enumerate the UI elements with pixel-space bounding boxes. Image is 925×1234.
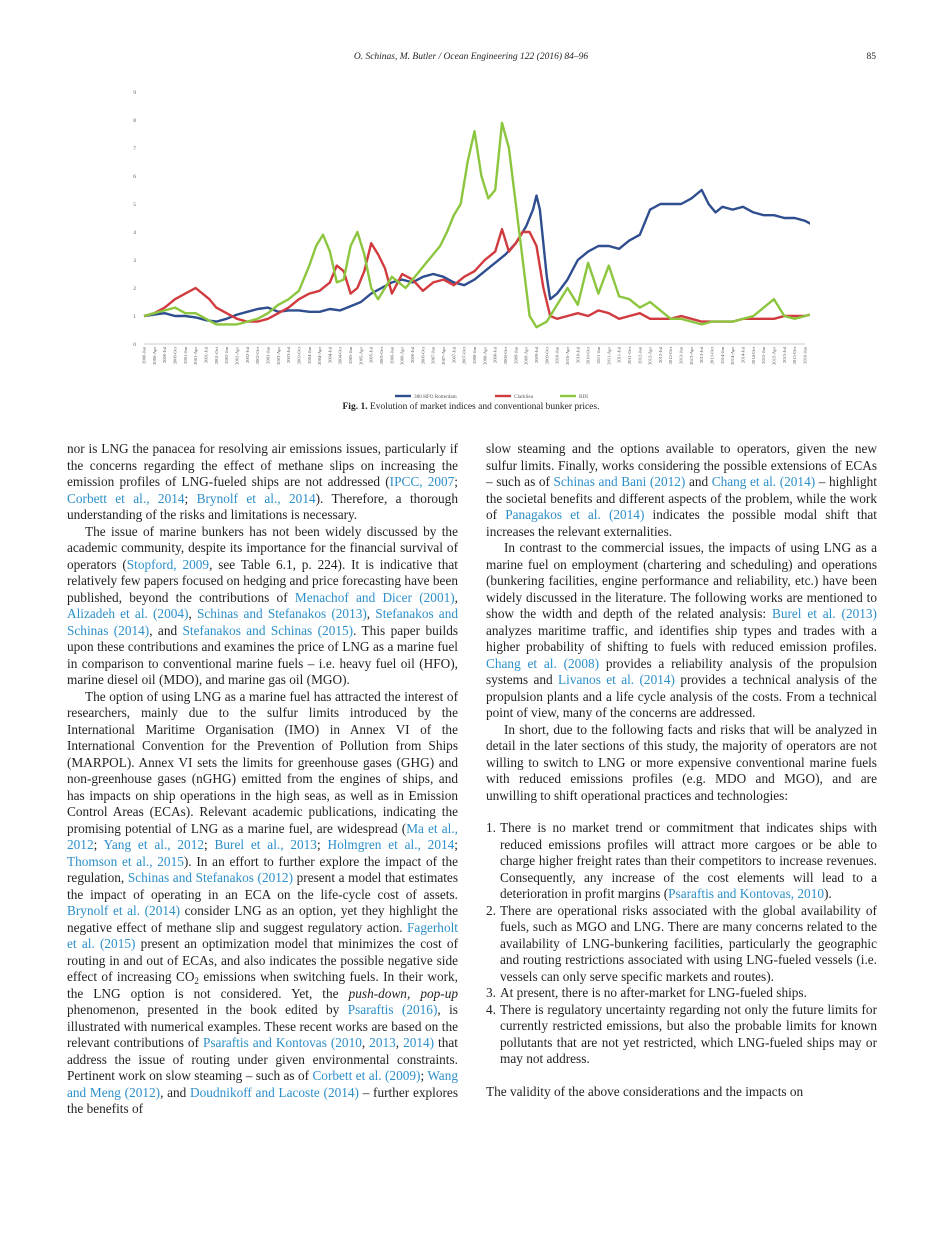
right-column xyxy=(486,441,877,1100)
x-tick-label: 2004-Jan xyxy=(306,347,312,364)
italic-phrase: push-down, pop-up xyxy=(348,985,458,1001)
paragraph: In short, due to the following facts and risks that will be analyzed in detail in the later sections of this study, the majority of operators are not willing to switch to LNG or more expensive conventional marine fuels with reduced emissions profiles (e.g. MDO and MGO), and are unwilling to shift operational practices and technologies: xyxy=(486,721,877,803)
x-tick-label: 2005-Jan xyxy=(348,347,354,364)
x-tick-label: 2004-Apr xyxy=(317,347,323,365)
x-tick-label: 2001-Jul xyxy=(203,347,209,364)
citation-link[interactable]: Psaraftis and Kontovas (2010 xyxy=(202,1035,362,1050)
x-tick-label: 2011-Oct xyxy=(626,347,632,365)
x-tick-label: 2002-Apr xyxy=(234,347,240,365)
y-tick-label: 2 xyxy=(133,286,136,292)
x-tick-label: 2012-Jan xyxy=(637,347,643,364)
x-tick-label: 2009-Apr xyxy=(523,347,529,365)
list-number: 1. xyxy=(486,820,496,835)
citation-link[interactable]: Psaraftis (2016) xyxy=(347,1002,438,1017)
x-tick-label: 2003-Jan xyxy=(265,347,271,364)
citation-link[interactable]: Stopford, 2009 xyxy=(126,556,210,572)
x-tick-label: 2001-Oct xyxy=(213,347,219,365)
figure-caption-text: Evolution of market indices and conventional bunker prices. xyxy=(369,402,600,412)
citation-link[interactable]: Panagakos et al. (2014) xyxy=(505,507,645,522)
x-tick-label: 2015-Jul xyxy=(781,347,787,364)
list-number: 3. xyxy=(486,985,496,1000)
x-tick-label: 2009-Jul xyxy=(533,347,539,364)
left-column xyxy=(67,441,458,1118)
x-tick-label: 2000-Oct xyxy=(172,347,178,365)
paragraph: In contrast to the commercial issues, the impacts of using LNG as a marine fuel on employment (chartering and scheduling) and operations (bunkering facilities, engine performance and reliability, etc.) have been widely discussed in the literature. The following works are mentioned to show the width and depth of the related analysis: Burel et al. (2013) analyzes maritime traffic, and identifies ship types and trades with a higher probability of shifting to fuels with reduced emission profiles. Chang et al. (2008) provides a reliability analysis of the propulsion systems and Livanos et al. (2014) provides a technical analysis of the propulsion plants and a life cycle analysis of the costs. From a technical point of view, many of the concerns are addressed. xyxy=(486,540,878,720)
x-tick-label: 2002-Jan xyxy=(224,347,230,364)
paragraph: nor is LNG the panacea for resolving air emissions issues, particularly if the concerns regarding the effect of methane slips on increasing the emission profiles of LNG-fueled ships are not addressed (IPCC, 2007; Corbett et al., 2014; Brynolf et al., 2014). Therefore, a thorough understanding of the risks and limitations is necessary. xyxy=(67,441,458,522)
x-tick-label: 2006-Apr xyxy=(399,347,405,365)
legend-label: ClarkSea xyxy=(514,394,534,400)
x-tick-label: 2006-Jan xyxy=(389,347,395,364)
citation-link[interactable]: Schinas and Stefanakos (2013) xyxy=(196,606,367,621)
citation-link[interactable]: Fagerholt et al. (2015) xyxy=(67,919,458,951)
x-tick-label: 2005-Jul xyxy=(368,347,374,364)
x-tick-label: 2000-Jan xyxy=(141,347,147,364)
x-tick-label: 2014-Jan xyxy=(719,347,725,364)
x-tick-label: 2008-Jul xyxy=(492,347,498,364)
x-tick-label: 2000-Jul xyxy=(162,347,168,364)
x-tick-label: 2015-Jan xyxy=(761,347,767,364)
y-tick-label: 1 xyxy=(133,314,136,320)
x-tick-label: 2016-Jan xyxy=(802,347,808,364)
x-tick-label: 2010-Jan xyxy=(554,347,560,364)
x-tick-label: 2008-Jan xyxy=(472,347,477,364)
x-tick-label: 2002-Oct xyxy=(255,347,261,365)
citation-link[interactable]: Stefanakos and Schinas (2014) xyxy=(67,606,458,638)
x-tick-label: 2013-Oct xyxy=(709,347,715,365)
x-tick-label: 2015-Oct xyxy=(792,347,798,365)
paragraph: The issue of marine bunkers has not been widely discussed by the academic community, despite its importance for the financial survival of operators (Stopford, 2009, see Table 6.1, p. 224). It is indicative that relatively few papers focused on hedging and price forecasting have been published, beyond the contributions of Menachof and Dicer (2001), Alizadeh et al. (2004), Schinas and Stefanakos (2013), Stefanakos and Schinas (2014), and Stefanakos and Schinas (2015). This paper builds upon these contributions and examines the price of LNG as a marine fuel in comparison to conventional marine fuels – i.e. heavy fuel oil (HFO), marine diesel oil (MDO), and marine gas oil (MGO). xyxy=(67,523,459,687)
legend-label: 380 HFO Rotterdam xyxy=(414,394,457,400)
citation-link[interactable]: Corbett et al. (2009) xyxy=(312,1068,421,1083)
series-line xyxy=(144,190,810,322)
citation-link[interactable]: Alizadeh et al. (2004) xyxy=(67,606,189,621)
citation-link[interactable]: Corbett et al., 2014 xyxy=(67,490,185,506)
citation-link[interactable]: Chang et al. (2014) xyxy=(711,474,816,489)
list-number: 2. xyxy=(486,902,496,918)
x-tick-label: 2002-Jul xyxy=(244,347,250,364)
x-tick-label: 2000-Apr xyxy=(151,347,157,365)
x-tick-label: 2009-Jan xyxy=(513,347,519,364)
y-tick-label: 5 xyxy=(133,202,136,208)
citation-link[interactable]: Psaraftis and Kontovas, 2010 xyxy=(668,886,824,901)
x-tick-label: 2010-Oct xyxy=(585,347,591,365)
x-tick-label: 2014-Jul xyxy=(740,347,746,364)
series-line xyxy=(144,123,810,336)
citation-link[interactable]: Brynolf et al. (2014) xyxy=(67,903,181,918)
x-tick-label: 2009-Oct xyxy=(544,347,550,365)
x-tick-label: 2013-Apr xyxy=(688,347,694,365)
figure-label: Fig. 1. xyxy=(342,402,368,412)
x-tick-label: 2010-Jul xyxy=(575,347,581,364)
citation-link[interactable]: 2014) xyxy=(403,1035,435,1050)
citation-link[interactable]: Chang et al. (2008) xyxy=(486,655,600,671)
citation-link[interactable]: 2013 xyxy=(369,1035,396,1050)
citation-link[interactable]: Holmgren et al., 2014 xyxy=(327,837,455,852)
x-tick-label: 2013-Jan xyxy=(678,347,684,364)
citation-link[interactable]: Brynolf et al., 2014 xyxy=(196,490,316,506)
x-tick-label: 2005-Apr xyxy=(358,347,364,365)
journal-reference: O. Schinas, M. Butler / Ocean Engineering 122 (2016) 84–96 xyxy=(353,52,589,62)
x-tick-label: 2004-Jul xyxy=(327,347,333,364)
x-tick-label: 2014-Apr xyxy=(730,347,736,365)
x-tick-label: 2007-Jul xyxy=(451,347,457,364)
x-tick-label: 2003-Oct xyxy=(296,347,302,365)
x-tick-label: 2013-Jul xyxy=(699,347,705,364)
citation-link[interactable]: IPCC, 2007 xyxy=(389,474,455,489)
y-tick-label: 6 xyxy=(133,174,136,180)
list-number: 4. xyxy=(486,1001,496,1017)
x-tick-label: 2008-Oct xyxy=(502,347,508,365)
x-tick-label: 2006-Jul xyxy=(410,347,416,364)
x-tick-label: 2014-Oct xyxy=(750,347,756,365)
citation-link[interactable]: Wang and Meng (2012) xyxy=(67,1068,458,1100)
citation-link[interactable]: Doudnikoff and Lacoste (2014) xyxy=(190,1084,359,1100)
citation-link[interactable]: Schinas and Bani (2012) xyxy=(553,474,686,489)
x-tick-label: 2007-Jan xyxy=(430,347,436,364)
x-tick-label: 2006-Oct xyxy=(420,347,426,365)
x-tick-label: 2001-Apr xyxy=(193,347,199,365)
x-tick-label: 2008-Apr xyxy=(482,347,488,365)
x-tick-label: 2003-Jul xyxy=(286,347,292,364)
page-number: 85 xyxy=(866,52,876,62)
list-item: 1. There is no market trend or commitment that indicates ships with reduced emissions profiles will attract more cargoes or be able to charge higher freight rates than their competitors to increase revenues. Consequently, any increase of the cost elements will lead to a deterioration in profit margins (Psaraftis and Kontovas, 2010). xyxy=(486,820,877,901)
x-tick-label: 2004-Oct xyxy=(337,347,343,365)
x-tick-label: 2011-Jan xyxy=(595,347,601,364)
legend-label: BDI xyxy=(579,394,588,400)
paragraph: slow steaming and the options available to operators, given the new sulfur limits. Finally, works considering the possible extensions of ECAs – such as of Schinas and Bani (2012) and Chang et al. (2014) – highlight the societal benefits and different aspects of the problem, while the work of Panagakos et al. (2014) indicates the possible modal shift that increases the relevant externalities. xyxy=(486,441,877,539)
x-tick-label: 2011-Apr xyxy=(606,347,612,365)
paragraph: The validity of the above considerations and the impacts on xyxy=(486,1083,804,1099)
list-item: 3. At present, there is no after-market for LNG-fueled ships. xyxy=(486,985,807,1000)
citation-link[interactable]: Thomson et al., 2015 xyxy=(67,853,184,869)
y-tick-label: 3 xyxy=(133,258,136,264)
citation-link[interactable]: Stefanakos and Schinas (2015) xyxy=(182,622,354,638)
x-tick-label: 2003-Apr xyxy=(275,347,281,365)
series-line xyxy=(144,229,810,321)
x-tick-label: 2011-Jul xyxy=(616,347,622,363)
figure-caption xyxy=(66,402,876,412)
subscript: 2 xyxy=(194,976,199,986)
citation-link[interactable]: Yang et al., 2012 xyxy=(103,837,204,852)
citation-link[interactable]: Livanos et al. (2014) xyxy=(558,672,675,687)
x-tick-label: 2010-Apr xyxy=(564,347,570,365)
y-tick-label: 0 xyxy=(133,342,136,348)
facts-list xyxy=(486,820,877,1068)
x-tick-label: 2012-Jul xyxy=(657,347,663,364)
citation-link[interactable]: Schinas and Stefanakos (2012) xyxy=(127,870,294,885)
y-tick-label: 9 xyxy=(133,90,136,96)
list-item: 2. There are operational risks associated with the global availability of fuels, such as MGO and LNG. There are many concerns related to the availability of LNG-bunkering facilities, particularly the geographic and routing restrictions associated with using LNG-fueled vessels (i.e. vessels can only serve specific markets and routes). xyxy=(486,902,877,984)
y-tick-label: 4 xyxy=(133,230,136,236)
x-tick-label: 2007-Oct xyxy=(461,347,467,365)
y-tick-label: 8 xyxy=(133,118,136,124)
x-tick-label: 2015-Apr xyxy=(771,347,777,365)
figure-1-chart xyxy=(120,84,810,416)
running-header xyxy=(66,52,876,70)
citation-link[interactable]: Burel et al., 2013 xyxy=(214,837,317,852)
x-tick-label: 2001-Jan xyxy=(182,347,188,364)
x-tick-label: 2012-Apr xyxy=(647,347,653,365)
citation-link[interactable]: Burel et al. (2013) xyxy=(771,606,877,621)
x-tick-label: 2007-Apr xyxy=(441,347,447,365)
citation-link[interactable]: Ma et al., 2012 xyxy=(67,820,458,852)
list-item: 4. There is regulatory uncertainty regarding not only the future limits for currently restricted emissions, but also the probable limits for known pollutants that are not yet restricted, which LNG-fueled ships may or may not address. xyxy=(486,1001,877,1066)
paragraph: The option of using LNG as a marine fuel has attracted the interest of researchers, mainly due to the sulfur limits introduced by the International Maritime Organisation (IMO) in Annex VI of the International Convention for the Prevention of Pollution from Ships (MARPOL). Annex VI sets the limits for greenhouse gases (GHG) and non-greenhouse gases (nGHG) emitted from the engines of ships, and has impacts on ship operations in the high seas, as well as in Emission Control Areas (ECAs). Relevant academic publications, indicating the promising potential of LNG as a marine fuel, are widespread (Ma et al., 2012; Yang et al., 2012; Burel et al., 2013; Holmgren et al., 2014; Thomson et al., 2015). In an effort to further explore the impact of the regulation, Schinas and Stefanakos (2012) present a model that estimates the impact of operating in an ECA on the life-cycle cost of assets. Brynolf et al. (2014) consider LNG as an option, yet they highlight the negative effect of methane slip and suggest regulatory action. Fagerholt et al. (2015) present an optimization model that minimizes the cost of routing in and out of ECAs, and also indicates the possible negative side effect of increasing $CO_2$ emissions when switching fuels. In their work, the LNG option is not considered. Yet, the push-down, pop-up phenomenon, presented in the book edited by Psaraftis (2016), is illustrated with numerical examples. These recent works are based on the relevant contributions of Psaraftis and Kontovas (2010, 2013, 2014) that address the issue of routing under given environmental constraints. Pertinent work on slow steaming – such as of Corbett et al. (2009); Wang and Meng (2012), and Doudnikoff and Lacoste (2014) – further explores the benefits of xyxy=(67,688,459,1116)
citation-link[interactable]: Menachof and Dicer (2001) xyxy=(294,589,455,605)
y-tick-label: 7 xyxy=(133,146,136,152)
x-tick-label: 2005-Oct xyxy=(379,347,385,365)
x-tick-label: 2012-Oct xyxy=(668,347,674,365)
